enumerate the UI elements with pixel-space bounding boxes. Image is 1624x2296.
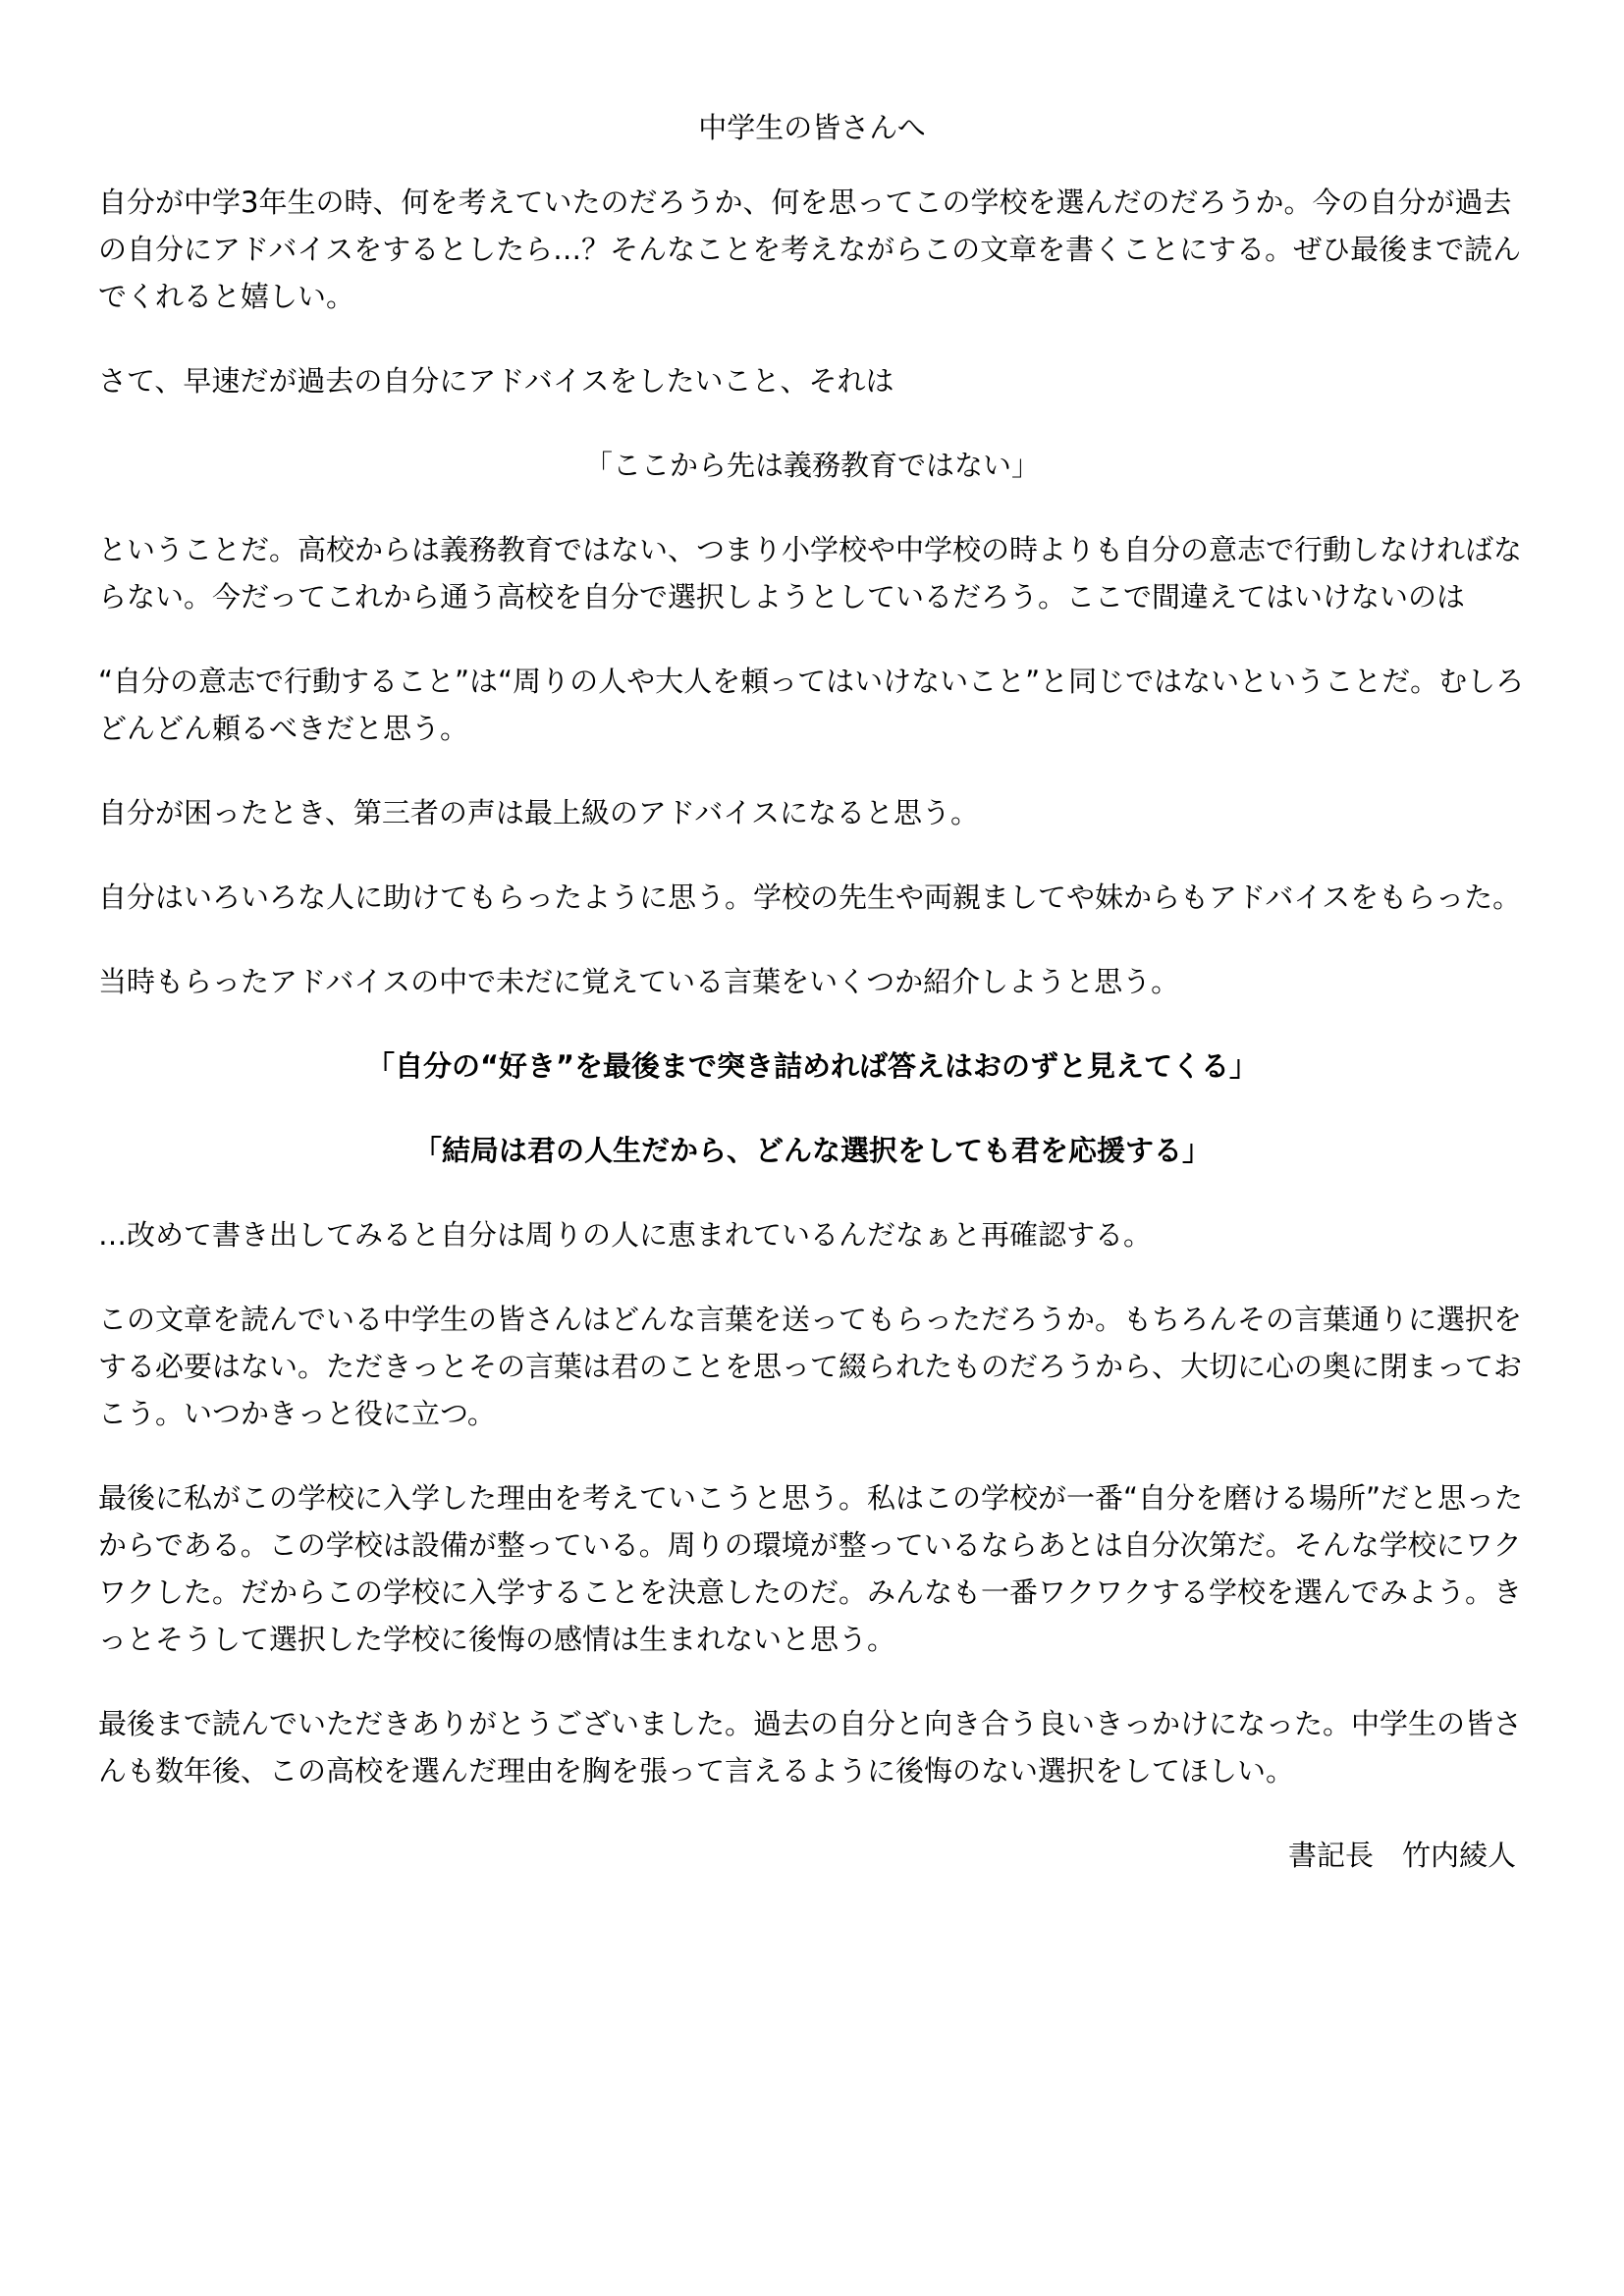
paragraph-closing: 最後まで読んでいただきありがとうございました。過去の自分と向き合う良いきっかけになった。中学生の皆さんも数年後、この高校を選んだ理由を胸を張って言えるように後悔のない選択をしてほしい。 [98,1707,1523,1788]
paragraph-helped-by-people: 自分はいろいろな人に助けてもらったように思う。学校の先生や両親ましてや妹からもアドバイスをもらった。 [98,881,1522,914]
quote-support-your-choice: 「結局は君の人生だから、どんな選択をしても君を応援する」 [412,1134,1211,1167]
paragraph-third-party-voice: 自分が困ったとき、第三者の声は最上級のアドバイスになると思う。 [98,796,979,829]
quote-follow-your-passion: 「自分の“好き”を最後まで突き詰めれば答えはおのずと見えてくる」 [365,1049,1259,1083]
paragraph-reason-for-school: 最後に私がこの学校に入学した理由を考えていこうと思う。私はこの学校が一番“自分を磨ける場所”だと思ったからである。この学校は設備が整っている。周りの環境が整っているならあとは自分次第だ。そんな学校にワクワクした。だからこの学校に入学することを決意したのだ。みんなも一番ワクワクする学校を選んでみよう。きっとそうして選択した学校に後悔の感情は生まれないと思う。 [98,1481,1524,1656]
paragraph-explanation: ということだ。高校からは義務教育ではない、つまり小学校や中学校の時よりも自分の意志で行動しなければならない。今だってこれから通う高校を自分で選択しようとしているだろう。ここで間違えてはいけないのは [98,533,1523,614]
quote-compulsory-education: 「ここから先は義務教育ではない」 [583,449,1040,482]
paragraph-intro: 自分が中学3年生の時、何を考えていたのだろうか、何を思ってこの学校を選んだのだろうか。今の自分が過去の自分にアドバイスをするとしたら…？そんなことを考えながらこの文章を書くことにする。ぜひ最後まで読んでくれると嬉しい。 [98,186,1522,313]
paragraph-advice-lead: さて、早速だが過去の自分にアドバイスをしたいこと、それは [98,364,894,398]
paragraph-words-received: この文章を読んでいる中学生の皆さんはどんな言葉を送ってもらっただろうか。もちろんその言葉通りに選択をする必要はない。ただきっとその言葉は君のことを思って綴られたものだろうから、大切に心の奥に閉まっておこう。いつかきっと役に立つ。 [98,1303,1523,1430]
paragraph-rely-on-others: “自分の意志で行動すること”は“周りの人や大人を頼ってはいけないこと”と同じではないということだ。むしろどんどん頼るべきだと思う。 [98,665,1525,745]
paragraph-reconfirm: …改めて書き出してみると自分は周りの人に恵まれているんだなぁと再確認する。 [98,1218,1153,1252]
document-title: 中学生の皆さんへ [698,111,926,144]
paragraph-introduce-words: 当時もらったアドバイスの中で未だに覚えている言葉をいくつか紹介しようと思う。 [98,965,1180,998]
signature: 書記長 竹内綾人 [1287,1839,1516,1872]
